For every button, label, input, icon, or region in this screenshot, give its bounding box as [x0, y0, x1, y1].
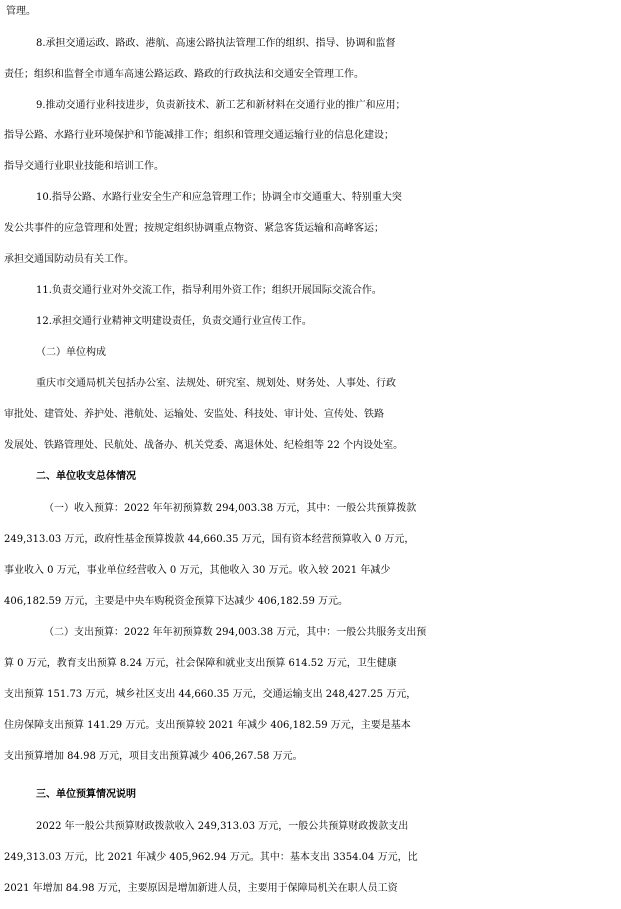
text-line: 支出预算 151.73 万元，城乡社区支出 44,660.35 万元，交通运输支出 248,427.25 万元， [4, 689, 417, 700]
text-line: 责任；组织和监督全市通车高速公路运政、路政的行政执法和交通安全管理工作。 [4, 69, 364, 80]
section-heading: 三、单位预算情况说明 [36, 789, 136, 800]
text-line: 算 0 万元，教育支出预算 8.24 万元，社会保障和就业支出预算 614.52 万元，卫生健康 [4, 658, 397, 669]
text-line: 9.推动交通行业科技进步，负责新技术、新工艺和新材料在交通行业的推广和应用； [36, 100, 406, 111]
text-line: 10.指导公路、水路行业安全生产和应急管理工作；协调全市交通重大、特别重大突 [36, 192, 402, 203]
section-subheading: （二）单位构成 [36, 347, 106, 358]
text-line: （一）收入预算：2022 年年初预算数 294,003.38 万元，其中：一般公共预算拨款 [44, 503, 417, 514]
text-line: 2021 年增加 84.98 万元，主要原因是增加新进人员，主要用于保障局机关在职人员工资 [4, 883, 398, 894]
text-line: 支出预算增加 84.98 万元，项目支出预算减少 406,267.58 万元。 [4, 751, 303, 762]
text-line: 指导公路、水路行业环境保护和节能减排工作；组织和管理交通运输行业的信息化建设； [4, 130, 394, 141]
text-line: 发公共事件的应急管理和处置；按规定组织协调重点物资、紧急客货运输和高峰客运； [4, 223, 384, 234]
text-line: 重庆市交通局机关包括办公室、法规处、研究室、规划处、财务处、人事处、行政 [36, 378, 396, 389]
text-line: 管理。 [6, 6, 36, 17]
text-line: 审批处、建管处、养护处、港航处、运输处、安监处、科技处、审计处、宣传处、铁路 [4, 409, 384, 420]
text-line: 指导交通行业职业技能和培训工作。 [4, 161, 164, 172]
text-line: 406,182.59 万元，主要是中央车购税资金预算下达减少 406,182.59 万元。 [4, 596, 349, 607]
text-line: 2022 年一般公共预算财政拨款收入 249,313.03 万元，一般公共预算财政拨款支出 [36, 821, 409, 832]
text-line: 8.承担交通运政、路政、港航、高速公路执法管理工作的组织、指导、协调和监督 [36, 38, 396, 49]
text-line: 249,313.03 万元，政府性基金预算拨款 44,660.35 万元，国有资本经营预算收入 0 万元， [4, 534, 415, 545]
text-line: 发展处、铁路管理处、民航处、战备办、机关党委、离退休处、纪检组等 22 个内设处室。 [4, 440, 404, 451]
text-line: （二）支出预算：2022 年年初预算数 294,003.38 万元，其中：一般公共服务支出预 [44, 627, 427, 638]
text-line: 承担交通国防动员有关工作。 [4, 254, 134, 265]
text-line: 249,313.03 万元，比 2021 年减少 405,962.94 万元。其中：基本支出 3354.04 万元，比 [4, 852, 418, 863]
text-line: 住房保障支出预算 141.29 万元。支出预算较 2021 年减少 406,182.59 万元，主要是基本 [4, 720, 411, 731]
text-line: 事业收入 0 万元，事业单位经营收入 0 万元，其他收入 30 万元。收入较 2021 年减少 [4, 565, 391, 576]
text-line: 12.承担交通行业精神文明建设责任，负责交通行业宣传工作。 [36, 316, 312, 327]
section-heading: 二、单位收支总体情况 [36, 471, 136, 482]
text-line: 11.负责交通行业对外交流工作，指导利用外资工作；组织开展国际交流合作。 [36, 285, 382, 296]
